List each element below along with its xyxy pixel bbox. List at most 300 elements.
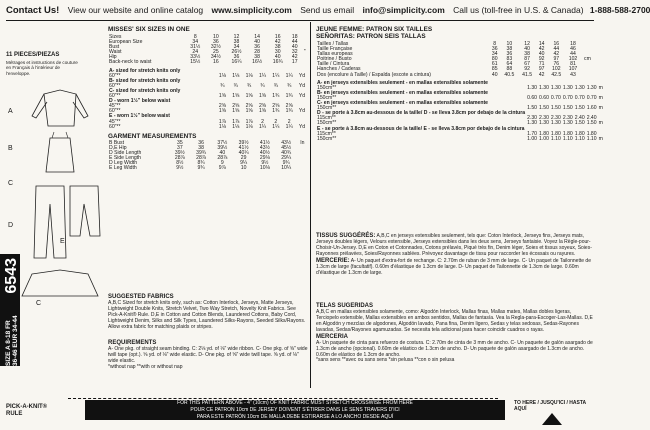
yardage-value-cell: 2⅝	[245, 103, 253, 110]
metric-yardage-value-cell: 1.00	[527, 135, 537, 142]
metric-size-label-cell: Taille Française	[317, 46, 353, 53]
yardage-label-cell: 60"**	[109, 72, 121, 79]
view-d-pants-sketch	[34, 186, 66, 258]
size-label-cell: Sizes	[109, 34, 122, 40]
metric-size-value-cell: 67	[524, 61, 530, 68]
size-value-cell	[301, 60, 308, 65]
metric-size-value-cell: 43	[570, 71, 576, 78]
yardage-value-cell: 1⅝	[232, 93, 240, 100]
pick-a-knit-rule	[85, 400, 505, 420]
metric-size-value-cell: 42	[553, 51, 560, 58]
requirements-text: A- One pkg. of straight seam binding. C: 2⅛ yd. of ⅛" wide ribbon. C- One pkg. of ⅝" wide twill tape (opt.). ⅝ yd. of ⅛" wide elastic. D- One pkg. of ⅝" wide twill tape. ⅝ yd. of ⅛" wide elastic.	[108, 346, 308, 364]
metric-size-value-cell: 18	[570, 41, 576, 47]
metric-yardage-value-cell: 1.80	[550, 130, 561, 137]
mercerie-title: MERCERIE:	[316, 257, 350, 264]
yardage-value-cell: Yd	[298, 123, 306, 130]
size-value-cell: 33½	[190, 54, 201, 61]
size-value-cell: 42	[274, 39, 281, 46]
yardage-value-cell: ¾	[260, 82, 265, 89]
garment-value-cell: 39½	[217, 144, 228, 151]
garment-value-cell: 10	[240, 165, 247, 172]
yardage-value-cell: 1⅝	[258, 93, 267, 100]
size-value-cell: 34½	[210, 54, 221, 61]
metric-yardage-value-cell: 1.80	[539, 130, 549, 137]
size-value-cell: 10	[213, 34, 219, 40]
size-value-cell: 15½	[190, 59, 201, 66]
size-value-cell: 36	[254, 44, 260, 51]
yardage-value-cell: 1¼	[258, 72, 267, 79]
misses-size-section	[108, 26, 308, 171]
suggested-fabrics-block	[108, 294, 308, 331]
metric-size-value-cell: 16	[553, 41, 560, 47]
yardage-value-cell: ¾	[247, 82, 252, 89]
metric-yardage-value-cell: 1.80	[586, 130, 597, 137]
view-e-capri-sketch	[70, 186, 100, 236]
yardage-label-cell: B- sized for stretch knits only	[109, 77, 181, 84]
garment-label-cell: B Bust	[109, 139, 125, 146]
yardage-value-cell: ¾	[273, 82, 278, 89]
metric-size-value-cell: 85	[491, 66, 498, 73]
mercerie-text: A- Un paquet d'extra-fort de rechange. C: 2.70m de ruban de 3 mm de large. C- Un paquet de Tailonnette de 1.3cm de large (facultatif). 0.60m d'élastique de 1.3cm de large. D- Un paquet de Tailonnette de 1.3cm de large. 0.60m d'élastique de 1.3cm de large.	[316, 257, 591, 276]
email-link[interactable]: info@simplicity.com	[362, 5, 445, 15]
metric-size-value-cell: 71	[538, 61, 545, 68]
metric-yardage-label-cell: C- en jerseys extensibles seulement - en mallas extensibles solamente	[317, 100, 489, 107]
size-value-cell: 8	[193, 34, 197, 40]
yardage-label-cell: E - worn 1½" below waist	[109, 113, 171, 120]
garment-value-cell: 40¼	[238, 149, 249, 156]
yardage-value-cell: 1⅛	[218, 123, 226, 130]
size-value-cell: 16¼	[231, 59, 242, 66]
size-value-cell: 38	[274, 44, 281, 51]
yardage-value-cell: 1⅝	[245, 108, 253, 115]
website-link[interactable]: www.simplicity.com	[211, 5, 292, 15]
metric-yardage-value-cell: 1.30	[574, 84, 585, 91]
garment-value-cell: 39½	[238, 139, 249, 146]
metric-size-value-cell: 76	[553, 61, 560, 68]
size-value-cell: 36	[233, 54, 240, 61]
garment-value-cell: 40½	[259, 149, 270, 156]
metric-yardage-table	[316, 81, 604, 142]
garment-value-cell: 38	[198, 144, 204, 151]
pick-a-knit-label: PICK-A-KNIT® RULE	[6, 404, 48, 417]
metric-yardage-value-cell: 0.60	[539, 94, 549, 101]
yardage-value-cell: ¾	[220, 82, 225, 89]
suggested-fabrics-title: SUGGESTED FABRICS	[108, 294, 174, 300]
metric-size-value-cell: 34	[491, 51, 498, 58]
jeune-femme-title: JEUNE FEMME: PATRON SIX TAILLES	[316, 26, 433, 33]
metric-yardage-value-cell: 1.30	[586, 84, 597, 91]
pieces-title: 11 PIECES/PIEZAS	[6, 52, 60, 58]
garment-sketches	[14, 86, 106, 302]
yardage-value-cell: Yd	[298, 93, 306, 100]
metric-yardage-row	[316, 137, 604, 142]
garment-value-cell: 9	[220, 160, 224, 167]
column-divider	[310, 22, 311, 388]
cut-line	[68, 398, 498, 399]
metric-yardage-value-cell: 2.30	[527, 115, 537, 122]
size-value-cell: 42	[291, 54, 298, 61]
size-value-cell: 40	[291, 44, 298, 51]
figure-label-c: C	[8, 180, 14, 187]
metric-size-value-cell: 81	[570, 61, 576, 68]
yardage-value-cell: ¾	[287, 82, 292, 89]
garment-measurements-title: GARMENT MEASUREMENTS	[108, 132, 197, 140]
yardage-value-cell: 1⅝	[245, 93, 253, 100]
requirements-footnote: *without nap **with or without nap	[108, 363, 183, 370]
size-label-cell: European Size	[109, 39, 143, 46]
metric-yardage-value-cell: 1.50	[574, 105, 585, 112]
tissus-text: A,B,C en jerseys extensibles seulement, tels que: Coton Interlock, Jerseys fins, Jerseys mats, Jerseys doubles légers, Velours extensible, Jerseys extensibles dans les deux sens, Jerseys fantaisie. Voyez la Règle-pour-Choisir-Un-Jersey. D,E en Coton et Cotonnades, Cotons prélavés, Piqué très fin, Denim léger, Soies et tissus soyeux, Soies-Rayonnes prélavées, Soies/Rayonnes sablées. Prévoyez davantage de tissu pour raccorder les écossais ou rayures.	[316, 233, 592, 257]
yardage-label-cell: 60"**	[109, 123, 121, 130]
metric-yardage-value-cell: 1.30	[550, 84, 561, 91]
size-value-cell: 16½	[252, 59, 263, 66]
yardage-value-cell: 1⅛	[245, 72, 253, 79]
telas-text: A,B,C en mallas extensibles solamente, como: Algodón Interlock, Mallas finas, Mallas mates, Mallas dobles ligeras, Terciopelo extensible, Mallas extensibles en ambos sentidos, Mallas de fantasía. Vea la Regla-para-Escoger-Las-Mallas. D,E en Algodón y mezclas de algodones, Algodón lavado, Pana fina, Denim ligero, Sedas y telas sedosas, Sedas-Rayones lavadas, Sedas/Rayones agamuzadas. Se necesita tela adicional para hacer coincidir cuadros o rayas.	[316, 309, 593, 333]
yardage-value-cell: 2	[287, 118, 291, 125]
garment-value-cell: 43½	[281, 139, 292, 146]
size-label-cell: Bust	[109, 44, 120, 51]
metric-yardage-label-cell: D - se porte à 3.8cm au-dessous de la taille/ D - se lleva 3.8cm por debajo de la cintura	[317, 110, 526, 117]
size-value-cell: 40	[274, 54, 281, 61]
size-value-cell: 14	[254, 34, 260, 40]
metric-size-chart-table	[316, 42, 594, 78]
metric-yardage-value-cell: 1.50	[550, 105, 561, 112]
metric-yardage-value-cell: 1.30	[527, 84, 537, 91]
metric-size-value-cell: 10	[506, 41, 513, 47]
yardage-label-cell: 60"**	[109, 82, 121, 89]
size-value-cell: 16	[274, 34, 281, 40]
metric-size-value-cell: 40	[491, 71, 498, 78]
yardage-value-cell: Yd	[298, 82, 306, 89]
metric-size-value-cell: 36	[506, 51, 513, 58]
metric-size-value-cell: 42.5	[551, 71, 562, 78]
garment-value-cell: 39¾	[196, 149, 207, 156]
garment-value-cell: 41½	[259, 139, 270, 146]
yardage-value-cell: 1⅝	[218, 93, 226, 100]
metric-size-value-cell: 92	[538, 56, 545, 63]
metric-size-value-cell: 41.5	[522, 71, 533, 78]
view-b-cami-sketch	[46, 138, 74, 172]
metric-size-value-cell: 40	[538, 51, 545, 58]
yardage-value-cell: 1⅞	[245, 118, 253, 125]
metric-size-value-cell: 61	[491, 61, 498, 68]
metric-yardage-value-cell: 2.30	[539, 115, 549, 122]
metric-yardage-value-cell: 1.80	[562, 130, 573, 137]
garment-value-cell: 28⅞	[174, 154, 185, 161]
yardage-table	[108, 69, 308, 130]
yardage-value-cell: ¾	[233, 82, 238, 89]
figure-label-b: B	[8, 145, 13, 152]
garment-label-cell: E Side Length	[109, 154, 142, 161]
size-value-cell: 31½	[190, 44, 201, 51]
size-value-cell: 16	[213, 59, 219, 66]
telas-title: TELAS SUGERIDAS	[316, 303, 374, 309]
size-value-cell: 26½	[231, 49, 242, 56]
garment-value-cell: 29	[240, 154, 247, 161]
yardage-value-cell: 1⅛	[218, 72, 226, 79]
metric-size-label-cell: Hanches / Caderas	[317, 66, 361, 73]
garment-row	[108, 166, 308, 171]
metric-yardage-value-cell: 1.50	[562, 105, 573, 112]
metric-yardage-value-cell: 0.70	[586, 94, 597, 101]
yardage-value-cell: 1¼	[258, 123, 267, 130]
metric-size-value-cell: 107	[568, 66, 578, 73]
size-value-cell: 17	[291, 59, 298, 66]
senoritas-title: SEÑORITAS: PATRON SEIS TALLAS	[316, 33, 426, 40]
yardage-value-cell: 1⅝	[258, 108, 267, 115]
yardage-value-cell: 1¼	[285, 72, 293, 79]
metric-size-value-cell: 80	[491, 56, 498, 63]
metric-size-value-cell: 38	[506, 46, 513, 53]
yardage-value-cell: 2⅝	[272, 103, 280, 110]
contact-text: View our website and online catalog	[67, 5, 204, 15]
metric-size-value-cell: 40.5	[504, 71, 515, 78]
metric-size-value-cell: 40	[524, 46, 530, 53]
garment-value-cell: In	[300, 139, 305, 146]
arrow-up-icon	[540, 412, 564, 426]
metric-yardage-value-cell: 1.30	[562, 120, 573, 127]
email-text: Send us email	[300, 5, 355, 15]
metric-yardage-label-cell: 150cm**	[317, 105, 337, 112]
metric-size-value-cell: 42	[538, 71, 545, 78]
size-chart-table	[108, 35, 308, 66]
metric-yardage-label-cell: 115cm**	[317, 130, 336, 137]
yardage-label-cell: 60"**	[109, 93, 121, 100]
metric-yardage-label-cell: B- en jerseys extensibles seulement - en mallas extensibles solamente	[317, 89, 489, 96]
rule-text-fr: POUR CE PATRON 10cm DE JERSEY DOIVENT S'ÉTIRER DANS LE SENS TRAVERS D'ICI	[190, 407, 400, 413]
metric-yardage-value-cell: 0.70	[574, 94, 585, 101]
yardage-label-cell: 45"**	[109, 118, 121, 125]
garment-value-cell: 10¼	[281, 165, 292, 172]
garment-value-cell: 8½	[176, 160, 184, 167]
metric-size-value-cell	[581, 73, 594, 78]
metric-yardage-label-cell: 150cm**	[317, 135, 337, 142]
metric-yardage-value-cell: 1.50	[527, 105, 537, 112]
metric-size-value-cell: 38	[524, 51, 530, 58]
metric-size-label-cell: Poitrine / Busto	[317, 56, 352, 63]
figure-label-d: D	[8, 222, 14, 229]
yardage-value-cell: 1⅞	[232, 118, 240, 125]
metric-yardage-value-cell: m	[598, 84, 603, 91]
size-row	[108, 60, 308, 65]
size-value-cell: 28	[254, 49, 260, 56]
tissus-title: TISSUS SUGGÉRÉS:	[316, 233, 376, 239]
size-value-cell: 16¾	[272, 59, 283, 66]
rule-text-es: PARA ESTE PATRÓN 10cm DE MALLA DEBE ESTIRARSE A LO ANCHO DESDE AQUÍ	[196, 414, 394, 420]
metric-size-value-cell: 92	[524, 66, 530, 73]
metric-size-value-cell: 102	[552, 66, 561, 73]
garment-value-cell: 10⅛	[259, 165, 270, 172]
garment-label-cell: D,E Hip	[109, 144, 127, 151]
metric-yardage-label-cell: 150cm**	[317, 84, 337, 91]
metric-yardage-value-cell: 1.50	[586, 120, 597, 127]
yardage-label-cell: 60"**	[109, 108, 121, 115]
merceria-title: MERCERIA	[316, 333, 349, 340]
call-text: Call us (toll-free in U.S. & Canada)	[453, 5, 584, 15]
garment-value-cell: 9½	[261, 160, 269, 167]
garment-value-cell: 37½	[217, 139, 228, 146]
metric-size-value-cell: 87	[524, 56, 530, 63]
yardage-value-cell: 1¼	[272, 72, 280, 79]
garment-label-cell: D Side Length	[109, 149, 142, 156]
telas-block	[316, 303, 594, 364]
figure-label-e: E	[60, 238, 65, 245]
metric-size-value-cell: cm	[584, 56, 591, 63]
metric-yardage-label-cell: A- en jerseys extensibles seulement - en mallas extensibles solamente	[317, 79, 489, 86]
yardage-label-cell: A- sized for stretch knits only	[109, 67, 181, 74]
metric-size-value-cell: 64	[506, 61, 513, 68]
yardage-value-cell: 1¾	[285, 108, 293, 115]
garment-value-cell	[297, 166, 308, 171]
size-value-cell: 24	[192, 49, 199, 56]
figure-label-a: A	[8, 108, 13, 115]
garment-value-cell: 43½	[259, 144, 270, 151]
yardage-value-cell: 2⅝	[232, 103, 240, 110]
metric-size-label-cell: Dos (encolure à Taille) / Espalda (escote a cintura)	[317, 71, 432, 78]
metric-yardage-label-cell: 150cm**	[317, 94, 337, 101]
pattern-number: 6543	[3, 258, 20, 294]
garment-label-cell: E Leg Width	[109, 165, 137, 172]
metric-yardage-label-cell: 150cm**	[317, 120, 337, 127]
metric-yardage-value-cell: m	[598, 105, 603, 112]
garment-value-cell: 9½	[176, 165, 184, 172]
yardage-value-cell: 1⅛	[245, 123, 253, 130]
size-value-cell: 32	[291, 49, 298, 56]
suggested-fabrics-text: A,B,C Sized for stretch knits only, such as: Cotton Interlock, Jerseys, Matte Jerseys, Lightweight Double Knits, Stretch Velvet, Two Way Stretch, Novelty Knit Fabrics. See Pick-A-Knit® Rule. D,E in Cotton and Cotton Blends, Laundered Cottons, Baby Cord, Lightweight Denim, Silks and Silk Types, Laundered Silks-Rayons, Seeded Silks/Rayons. Allow extra fabric for matching plaids or stripes.	[108, 300, 306, 330]
size-value-cell: 38	[254, 54, 260, 61]
garment-value-cell: 45½	[281, 144, 292, 151]
yardage-value-cell: 1¼	[285, 123, 293, 130]
yardage-value-cell: 1¼	[272, 123, 280, 130]
metric-size-value-cell: 46	[570, 46, 576, 53]
garment-measurements-table	[108, 141, 308, 172]
metric-yardage-value-cell: 1.30	[550, 120, 561, 127]
size-label-cell: Waist	[109, 49, 122, 56]
garment-value-cell: 28⅞	[196, 154, 207, 161]
metric-yardage-value-cell: 2.40	[574, 115, 585, 122]
yardage-value-cell: 1¾	[272, 93, 280, 100]
phone-number: 1-888-588-2700	[589, 5, 650, 15]
garment-value-cell: 36	[198, 139, 204, 146]
yardage-value-cell: 2⅝	[285, 103, 293, 110]
metric-size-value-cell: 12	[524, 41, 530, 47]
to-here-label: TO HERE / JUSQU'ICI / HASTA AQUÍ	[514, 400, 586, 412]
metric-yardage-value-cell: 1.70	[527, 130, 537, 137]
top-divider	[6, 20, 594, 21]
size-label-cell: Hip	[109, 54, 117, 61]
metric-yardage-value-cell: 1.10	[586, 135, 597, 142]
yardage-value-cell: Yd	[298, 108, 306, 115]
metric-size-section	[316, 26, 603, 142]
metric-size-value-cell: 102	[568, 56, 578, 63]
metric-size-value-cell: 14	[538, 41, 545, 47]
garment-value-cell: 35	[176, 139, 183, 146]
misses-size-title: MISSES' SIX SIZES IN ONE	[108, 26, 190, 33]
garment-value-cell: 37	[176, 144, 183, 151]
metric-yardage-value-cell: 1.30	[539, 120, 549, 127]
view-a-top-sketch	[44, 90, 76, 126]
yardage-value-cell: 2	[274, 118, 278, 125]
metric-size-value-cell: 97	[553, 56, 560, 63]
merceria-text: A- Un paquete de cinta para refuerzo de costura. C: 2.70m de cinta de 3 mm de ancho. C- Un paquete de galón asargado de 1.3cm de ancho (opcional). 0.60m de elástico de 1.3cm de ancho. D- Un paquete de galón asargado de 1.3cm de ancho. 0.60m de elástico de 1.3cm de ancho.	[316, 339, 593, 358]
metric-size-label-cell: Tailles / Tallas	[317, 41, 349, 47]
metric-yardage-value-cell: 1.10	[550, 135, 561, 142]
size-value-cell: 40	[254, 39, 260, 46]
yardage-value-cell: 1⅛	[232, 72, 240, 79]
yardage-value-cell: 2⅝	[258, 103, 267, 110]
size-value-cell: 30	[274, 49, 281, 56]
yardage-value-cell: 1⅞	[218, 118, 226, 125]
yardage-value-cell: 1⅝	[218, 108, 226, 115]
size-value-cell: 12	[233, 34, 240, 40]
metric-yardage-label-cell: 115cm**	[317, 115, 336, 122]
metric-yardage-value-cell: 1.10	[562, 135, 573, 142]
yardage-value-cell: 1⅛	[232, 123, 240, 130]
requirements-block	[108, 340, 308, 371]
metric-yardage-value-cell: 0.70	[562, 94, 573, 101]
metric-size-value-cell: 83	[506, 56, 513, 63]
metric-yardage-value-cell: 1.50	[574, 120, 585, 127]
metric-size-value-cell: 42	[538, 46, 545, 53]
metric-yardage-value-cell: 1.30	[539, 84, 549, 91]
yardage-value-cell: Yd	[298, 72, 306, 79]
metric-yardage-value-cell: 0.60	[527, 94, 537, 101]
size-value-cell: 25	[213, 49, 219, 56]
garment-value-cell: 8¾	[197, 160, 205, 167]
yardage-label-cell: 45"**	[109, 103, 121, 110]
garment-value-cell: 28⅞	[217, 154, 228, 161]
yardage-value-cell: 1¾	[285, 93, 293, 100]
size-value-cell: 32½	[210, 44, 221, 51]
metric-yardage-value-cell: 1.30	[562, 84, 573, 91]
metric-yardage-value-cell: 1.30	[527, 120, 537, 127]
size-value-cell: "	[303, 49, 306, 56]
garment-value-cell: 39½	[174, 149, 185, 156]
size-range: SIZE A 8-18 FR 36-46 EUR 34-44	[5, 315, 19, 366]
yardage-value-cell: 1⅝	[232, 108, 240, 115]
tissus-block	[316, 233, 594, 277]
metric-size-value-cell: 97	[538, 66, 545, 73]
metric-size-label-cell: Taille / Cintura	[317, 61, 350, 68]
yardage-row	[108, 125, 308, 130]
garment-value-cell: 41½	[238, 144, 249, 151]
garment-value-cell: 40	[219, 149, 226, 156]
yardage-value-cell: 2	[261, 118, 264, 125]
metric-size-value-cell: 88	[506, 66, 513, 73]
size-value-cell: 44	[291, 39, 298, 46]
metric-size-value-cell: 44	[553, 46, 560, 53]
metric-yardage-value-cell: m	[598, 94, 603, 101]
view-c-sketch	[22, 270, 98, 296]
metric-yardage-value-cell: 0.70	[550, 94, 561, 101]
metric-size-value-cell: 44	[570, 51, 576, 58]
pattern-number-bar	[0, 254, 20, 366]
metric-size-label-cell: Tallas europeas	[317, 51, 353, 58]
metric-yardage-value-cell: 1.10	[574, 135, 585, 142]
metric-yardage-value-cell: 1.60	[586, 105, 597, 112]
size-value-cell: 34	[192, 39, 199, 46]
yardage-label-cell: C- sized for stretch knits only	[109, 87, 181, 94]
metric-yardage-value-cell: 1.50	[539, 105, 549, 112]
metric-size-row	[316, 73, 594, 78]
size-value-cell: 18	[291, 34, 298, 40]
garment-value-cell: 29¼	[281, 154, 292, 161]
garment-label-cell: D Leg Width	[109, 160, 138, 167]
telas-footnote: *sans sens **avec ou sans sens *sin pelusa **con o sin pelusa	[316, 357, 455, 364]
metric-yardage-label-cell: E - se porte à 3.8cm au-dessous de la taille/ E - se lleva 3.8cm por debajo de la cintura	[317, 125, 525, 132]
contact-line	[6, 6, 650, 16]
metric-yardage-value-cell: 1.80	[574, 130, 585, 137]
